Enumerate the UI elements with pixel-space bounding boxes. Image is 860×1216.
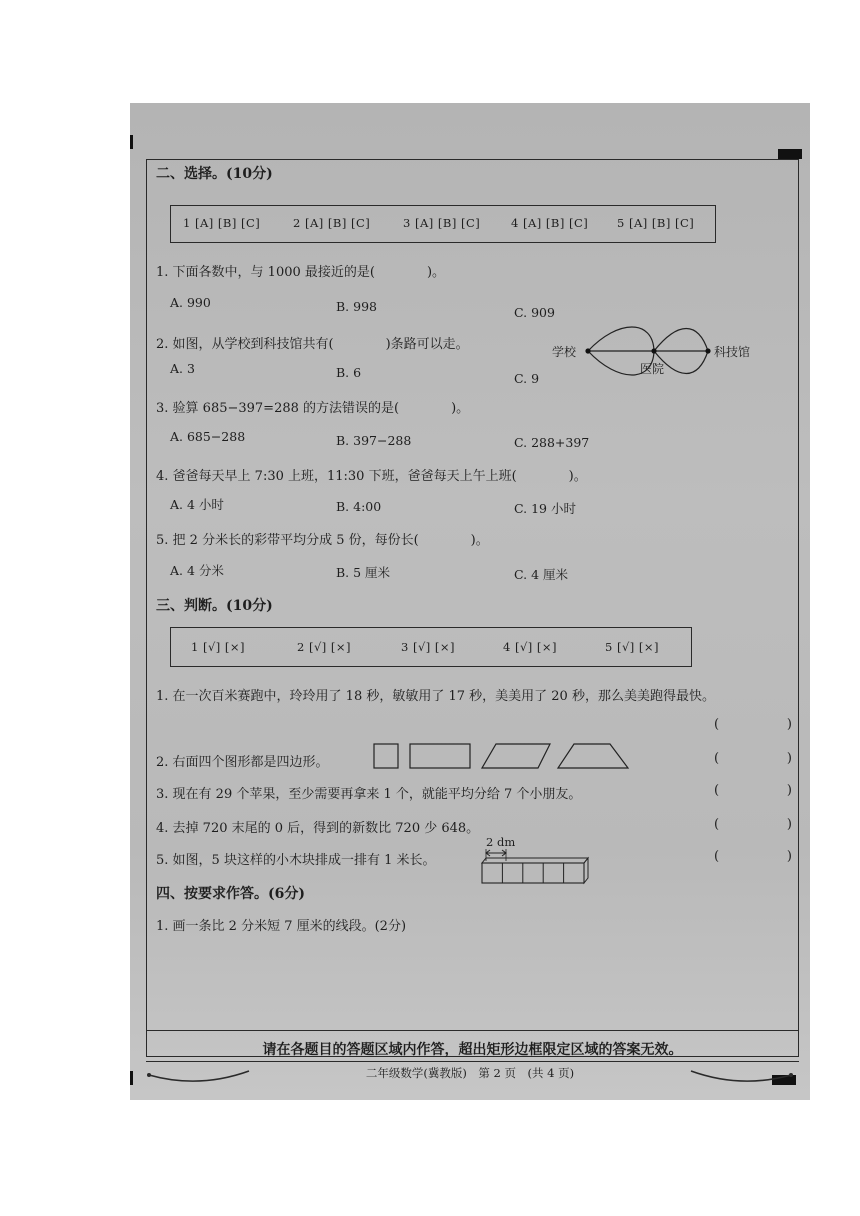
registration-mark-top-right [778, 149, 802, 159]
section3-heading: 三、判断。(10分) [156, 598, 273, 614]
option-b: B. 397−288 [336, 433, 412, 448]
option-c: C. 9 [514, 371, 540, 386]
option-c: C. 909 [514, 305, 555, 320]
option-a: A. 4 小时 [170, 497, 224, 512]
route-label-hospital: 医院 [640, 362, 665, 376]
answer-item[interactable]: 1 [√] [×] [191, 640, 246, 654]
option-b: B. 4:00 [336, 499, 382, 514]
quadrilateral-shapes [370, 741, 632, 771]
choice-question: 4. 爸爸每天早上 7:30 上班，11:30 下班，爸爸每天上午上班( )。 [156, 469, 587, 484]
route-label-museum: 科技馆 [714, 345, 751, 359]
exam-sheet [130, 103, 810, 1100]
section2-heading: 二、选择。(10分) [156, 166, 273, 182]
answer-item[interactable]: 3 [√] [×] [401, 640, 456, 654]
choice-question: 2. 如图，从学校到科技馆共有( )条路可以走。 [156, 337, 469, 352]
paren-close: ) [786, 849, 792, 864]
paren-open: ( [714, 817, 720, 832]
option-c: C. 19 小时 [514, 501, 576, 516]
option-a: A. 4 分米 [170, 563, 224, 578]
judge-question: 3. 现在有 29 个苹果，至少需要再拿来 1 个，就能平均分给 7 个小朋友。 [156, 787, 582, 802]
section2-answer-grid [170, 205, 716, 243]
answer-paren[interactable] [714, 817, 792, 832]
option-b: B. 998 [336, 299, 377, 314]
answer-item[interactable]: 2 [A] [B] [C] [293, 216, 371, 230]
block-dimension-label: 2 dm [486, 835, 516, 849]
paren-open: ( [714, 849, 720, 864]
option-a: A. 685−288 [170, 429, 246, 444]
choice-question: 3. 验算 685−397=288 的方法错误的是( )。 [156, 401, 470, 416]
option-c: C. 288+397 [514, 435, 590, 450]
judge-question: 1. 在一次百米赛跑中，玲玲用了 18 秒，敏敏用了 17 秒，美美用了 20 秒，那么美美跑得最快。 [156, 689, 715, 704]
section3-answer-grid [170, 627, 692, 667]
answer-paren[interactable] [714, 751, 792, 766]
option-b: B. 5 厘米 [336, 565, 391, 580]
answer-paren[interactable] [714, 849, 792, 864]
page-footer: 二年级数学(冀教版) 第 2 页 (共 4 页) [365, 1066, 575, 1080]
paren-open: ( [714, 751, 720, 766]
option-a: A. 3 [170, 361, 195, 376]
judge-question: 5. 如图，5 块这样的小木块排成一排有 1 米长。 [156, 853, 436, 868]
paren-open: ( [714, 783, 720, 798]
paren-close: ) [786, 717, 792, 732]
notice-bar [146, 1030, 799, 1062]
wooden-blocks-diagram [480, 847, 592, 889]
option-b: B. 6 [336, 365, 362, 380]
section4-heading: 四、按要求作答。(6分) [156, 886, 305, 902]
answer-item[interactable]: 4 [√] [×] [503, 640, 558, 654]
judge-question: 2. 右面四个图形都是四边形。 [156, 755, 329, 770]
answer-item[interactable]: 5 [A] [B] [C] [617, 216, 695, 230]
drawing-question: 1. 画一条比 2 分米短 7 厘米的线段。(2分) [156, 919, 407, 934]
choice-question: 1. 下面各数中，与 1000 最接近的是( )。 [156, 265, 446, 280]
answer-item[interactable]: 3 [A] [B] [C] [403, 216, 481, 230]
paren-close: ) [786, 751, 792, 766]
choice-question: 5. 把 2 分米长的彩带平均分成 5 份，每份长( )。 [156, 533, 489, 548]
answer-item[interactable]: 1 [A] [B] [C] [183, 216, 261, 230]
answer-item[interactable]: 5 [√] [×] [605, 640, 660, 654]
paren-close: ) [786, 783, 792, 798]
answer-paren[interactable] [714, 783, 792, 798]
answer-area-notice: 请在各题目的答题区域内作答，超出矩形边框限定区域的答案无效。 [262, 1042, 683, 1058]
route-label-school: 学校 [552, 345, 577, 359]
answer-item[interactable]: 4 [A] [B] [C] [511, 216, 589, 230]
drawing-answer-area[interactable] [160, 939, 780, 1025]
paren-close: ) [786, 817, 792, 832]
option-a: A. 990 [170, 295, 211, 310]
answer-item[interactable]: 2 [√] [×] [297, 640, 352, 654]
option-c: C. 4 厘米 [514, 567, 568, 582]
answer-paren[interactable] [714, 717, 792, 732]
judge-question: 4. 去掉 720 末尾的 0 后，得到的新数比 720 少 648。 [156, 821, 480, 836]
registration-mark-left [130, 135, 133, 149]
paren-open: ( [714, 717, 720, 732]
